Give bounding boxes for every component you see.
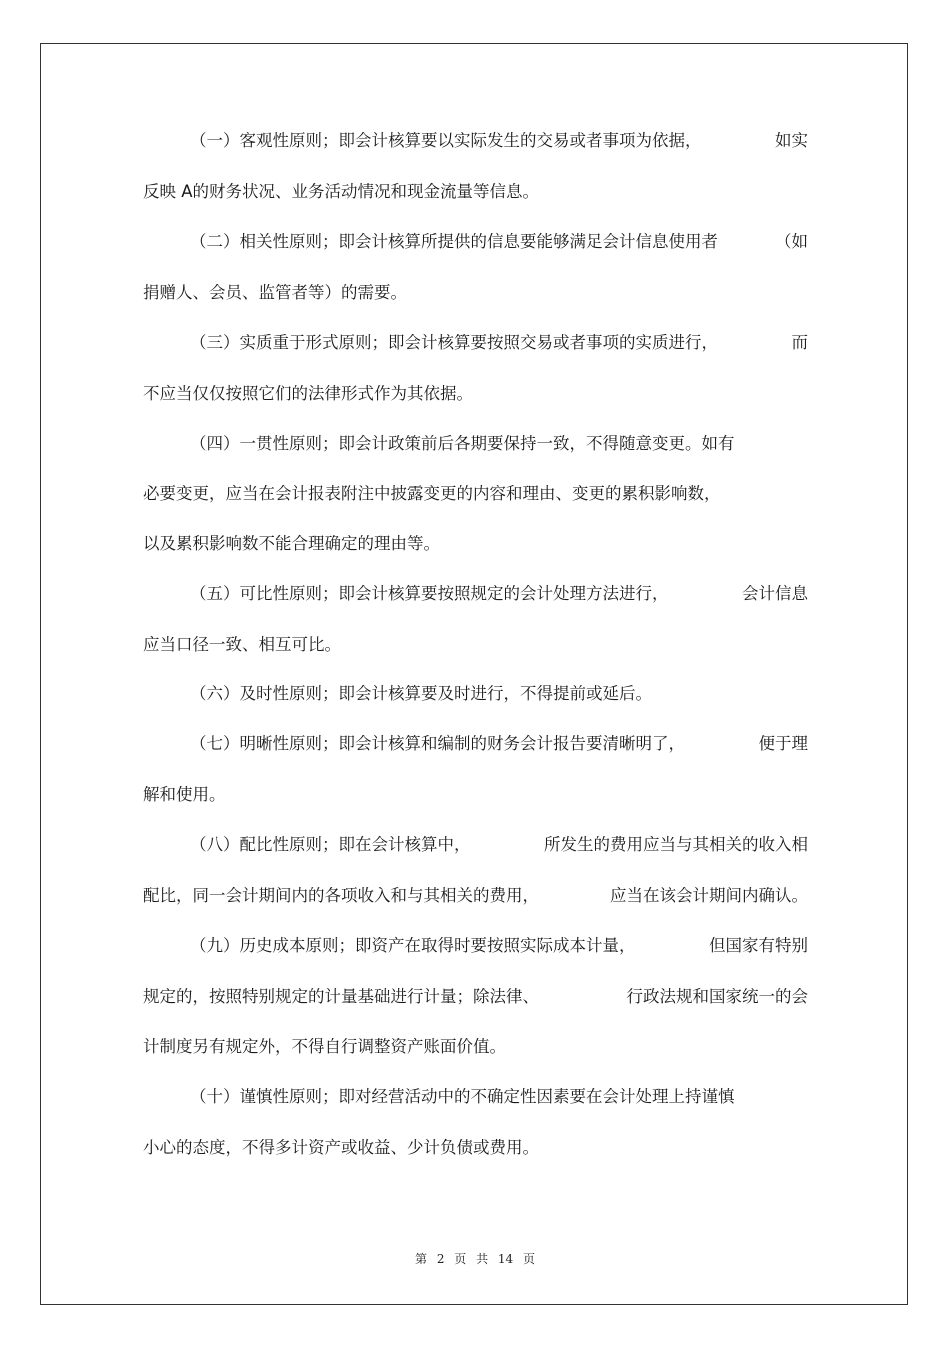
- text-segment: 所发生的费用应当与其相关的收入相: [544, 835, 808, 854]
- text-segment: （十）谨慎性原则；即对经营活动中的不确定性因素要在会计处理上持谨慎: [190, 1087, 735, 1106]
- text-segment: 便于理: [758, 734, 808, 753]
- paragraph-6-line-1: [190, 683, 808, 705]
- text-segment: 会计信息: [742, 584, 808, 603]
- text-segment: 规定的，按照特别规定的计量基础进行计量；除法律、: [143, 987, 539, 1006]
- text-segment: （一）客观性原则；即会计核算要以实际发生的交易或者事项为依据，: [190, 131, 702, 150]
- paragraph-1-line-1: [190, 130, 808, 152]
- paragraph-5-line-2: [143, 634, 808, 656]
- paragraph-8-line-1: [190, 834, 808, 856]
- paragraph-10-line-2: [143, 1137, 808, 1159]
- paragraph-3-line-2: [143, 383, 808, 405]
- text-segment: 而: [791, 333, 808, 352]
- text-segment: （二）相关性原则；即会计核算所提供的信息要能够满足会计信息使用者: [190, 232, 718, 251]
- paragraph-2-line-1: [190, 231, 808, 253]
- text-segment: 反映 A的财务状况、业务活动情况和现金流量等信息。: [143, 182, 540, 201]
- text-segment: （四）一贯性原则；即会计政策前后各期要保持一致，不得随意变更。如有: [190, 434, 735, 453]
- text-segment: 如实: [775, 131, 808, 150]
- text-segment: （八）配比性原则；即在会计核算中，: [190, 835, 471, 854]
- text-segment: （三）实质重于形式原则；即会计核算要按照交易或者事项的实质进行，: [190, 333, 718, 352]
- text-segment: 计制度另有规定外，不得自行调整资产账面价值。: [143, 1037, 506, 1056]
- text-segment: （九）历史成本原则；即资产在取得时要按照实际成本计量，: [190, 936, 636, 955]
- text-segment: （如: [775, 232, 808, 251]
- paragraph-4-line-1: [190, 433, 808, 455]
- page-number-footer: 第 2 页 共 14 页: [415, 1252, 535, 1266]
- paragraph-9-line-2: [143, 986, 808, 1008]
- text-segment: 应当口径一致、相互可比。: [143, 635, 341, 654]
- paragraph-1-line-2: [143, 181, 808, 203]
- text-segment: 捐赠人、会员、监管者等）的需要。: [143, 283, 407, 302]
- text-segment: （六）及时性原则；即会计核算要及时进行，不得提前或延后。: [190, 684, 652, 703]
- text-segment: 解和使用。: [143, 785, 226, 804]
- text-segment: （七）明晰性原则；即会计核算和编制的财务会计报告要清晰明了，: [190, 734, 685, 753]
- paragraph-2-line-2: [143, 282, 808, 304]
- text-segment: 必要变更，应当在会计报表附注中披露变更的内容和理由、变更的累积影响数，: [143, 484, 721, 503]
- text-segment: （五）可比性原则；即会计核算要按照规定的会计处理方法进行，: [190, 584, 669, 603]
- text-segment: 以及累积影响数不能合理确定的理由等。: [143, 534, 440, 553]
- paragraph-10-line-1: [190, 1086, 808, 1108]
- paragraph-9-line-1: [190, 935, 808, 957]
- paragraph-4-line-3: [143, 533, 808, 555]
- paragraph-8-line-2: [143, 885, 808, 907]
- paragraph-7-line-1: [190, 733, 808, 755]
- paragraph-5-line-1: [190, 583, 808, 605]
- paragraph-9-line-3: [143, 1036, 808, 1058]
- text-segment: 不应当仅仅按照它们的法律形式作为其依据。: [143, 384, 473, 403]
- text-segment: 应当在该会计期间内确认。: [610, 886, 808, 905]
- text-segment: 配比，同一会计期间内的各项收入和与其相关的费用，: [143, 886, 539, 905]
- text-segment: 小心的态度，不得多计资产或收益、少计负债或费用。: [143, 1138, 539, 1157]
- paragraph-4-line-2: [143, 483, 808, 505]
- text-segment: 但国家有特别: [709, 936, 808, 955]
- paragraph-7-line-2: [143, 784, 808, 806]
- text-segment: 行政法规和国家统一的会: [626, 987, 808, 1006]
- paragraph-3-line-1: [190, 332, 808, 354]
